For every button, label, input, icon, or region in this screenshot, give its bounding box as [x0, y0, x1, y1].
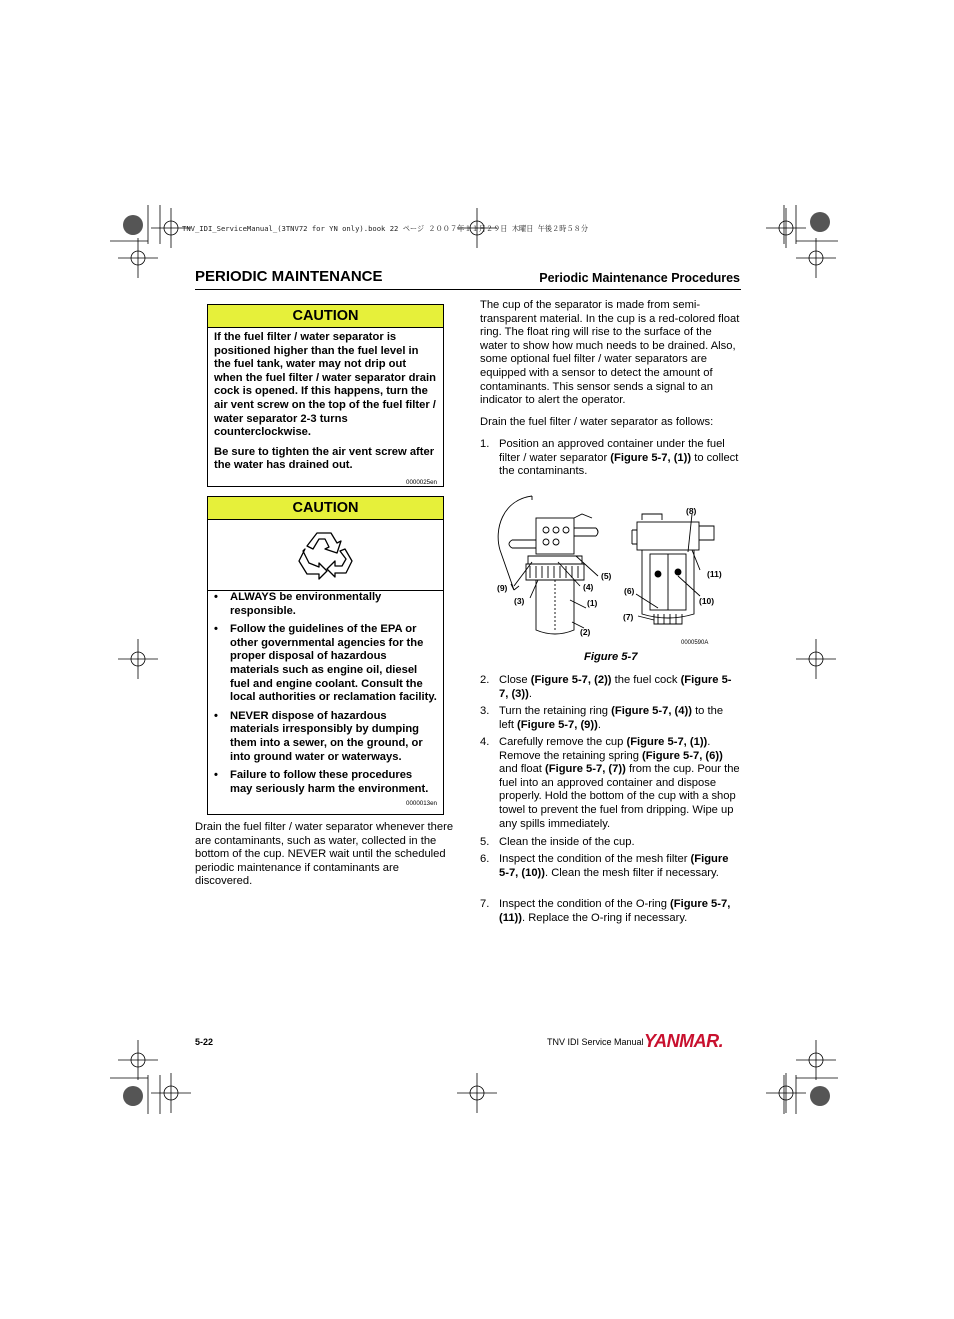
figure-label: (3)	[514, 596, 525, 606]
caution-code: 0000013en	[406, 800, 437, 808]
step-6: 6. Inspect the condition of the mesh filter (Figure 5-7, (10)). Clean the mesh filter if necessary.	[480, 853, 729, 879]
step-7: 7. Inspect the condition of the O-ring (Figure 5-7, (11)). Replace the O-ring if necessary.	[480, 898, 731, 924]
step-5: 5. Clean the inside of the cup.	[480, 836, 635, 848]
step-4: 4. Carefully remove the cup (Figure 5-7, (1)). Remove the retaining spring (Figure 5-7, (6)) and float (Figure 5-7, (7)) from the cup. Pour the fuel into an approved container and dispose properly. Hold the bottom of the cup with a shop towel to prevent the fuel from dripping. Wipe up any spills immediately.	[480, 736, 740, 830]
caution-box-environment	[207, 496, 444, 815]
recycle-icon	[295, 527, 357, 583]
intro-paragraph: The cup of the separator is made from semi-transparent material. In the cup is a red-colored float ring. The float ring will rise to the surface of the water to show how much needs to be drained. Also, some optional fuel filter / water separators are equipped with a sensor to detect the amount of contaminants. This sensor sends a signal to an indicator to alert the operator.	[480, 299, 740, 407]
step-2: 2. Close (Figure 5-7, (2)) the fuel cock (Figure 5-7, (3)).	[480, 674, 732, 700]
list-item: • Failure to follow these procedures may seriously harm the environment.	[214, 769, 429, 795]
section-title: PERIODIC MAINTENANCE	[195, 268, 383, 285]
figure-label: (8)	[686, 506, 697, 516]
drain-intro: Drain the fuel filter / water separator as follows:	[480, 416, 714, 428]
figure-label: (2)	[580, 627, 591, 637]
figure-label: (11)	[707, 569, 722, 579]
figure-label: (10)	[699, 596, 715, 606]
list-item: • NEVER dispose of hazardous materials irresponsibly by dumping them into a sewer, on the ground, or into ground water or waterways.	[214, 709, 423, 763]
figure-label: (7)	[623, 612, 634, 622]
left-paragraph: Drain the fuel filter / water separator whenever there are contaminants, such as water, collected in the bottom of the cup. NEVER wait until the scheduled periodic maintenance if contaminants are discovered.	[195, 821, 454, 888]
yanmar-logo: YANMAR.	[644, 1031, 724, 1051]
figure-label: (1)	[587, 598, 598, 608]
caution-text: Be sure to tighten the air vent screw after the water has drained out.	[214, 445, 435, 472]
page-number: 5-22	[195, 1037, 214, 1047]
caution-title: CAUTION	[208, 497, 443, 520]
recycle-icon-panel	[208, 520, 443, 591]
figure-code: 0000590A	[681, 640, 709, 646]
header-rule	[195, 289, 741, 290]
list-item: • ALWAYS be environmentally responsible.	[214, 591, 382, 617]
figure-label: (4)	[583, 582, 594, 592]
manual-title: TNV IDI Service Manual	[547, 1037, 644, 1047]
step-1: 1. Position an approved container under the fuel filter / water separator (Figure 5-7, (1)) to collect the contaminants.	[480, 438, 739, 478]
list-item: • Follow the guidelines of the EPA or other governmental agencies for the proper disposal of hazardous materials such as engine oil, diesel fuel and engine coolant. Consult the local authorities or reclamation facility.	[214, 623, 437, 704]
subsection-title: Periodic Maintenance Procedures	[539, 271, 740, 285]
caution-code: 0000025en	[406, 478, 437, 486]
caution-text: If the fuel filter / water separator is positioned higher than the fuel level in the fuel tank, water may not drip out when the fuel filter / water separator drain cock is opened. If this happens, turn the air vent screw on the top of the fuel filter / water separator 2-3 turns counterclockwise.	[214, 331, 436, 439]
figure-label: (6)	[624, 586, 635, 596]
caution-box-fuel-filter	[207, 304, 444, 487]
figure-label: (9)	[497, 583, 508, 593]
caution-title: CAUTION	[208, 305, 443, 328]
figure-label: (5)	[601, 571, 612, 581]
figure-caption: Figure 5-7	[584, 651, 638, 663]
figure-5-7-diagram	[492, 490, 737, 650]
step-3: 3. Turn the retaining ring (Figure 5-7, (4)) to the left (Figure 5-7, (9)).	[480, 705, 724, 731]
print-slug: TNV_IDI_ServiceManual_(3TNV72 for YN only).book 22 ページ ２００７年１１月２９日 木曜日 午後２時５８分	[182, 224, 589, 233]
